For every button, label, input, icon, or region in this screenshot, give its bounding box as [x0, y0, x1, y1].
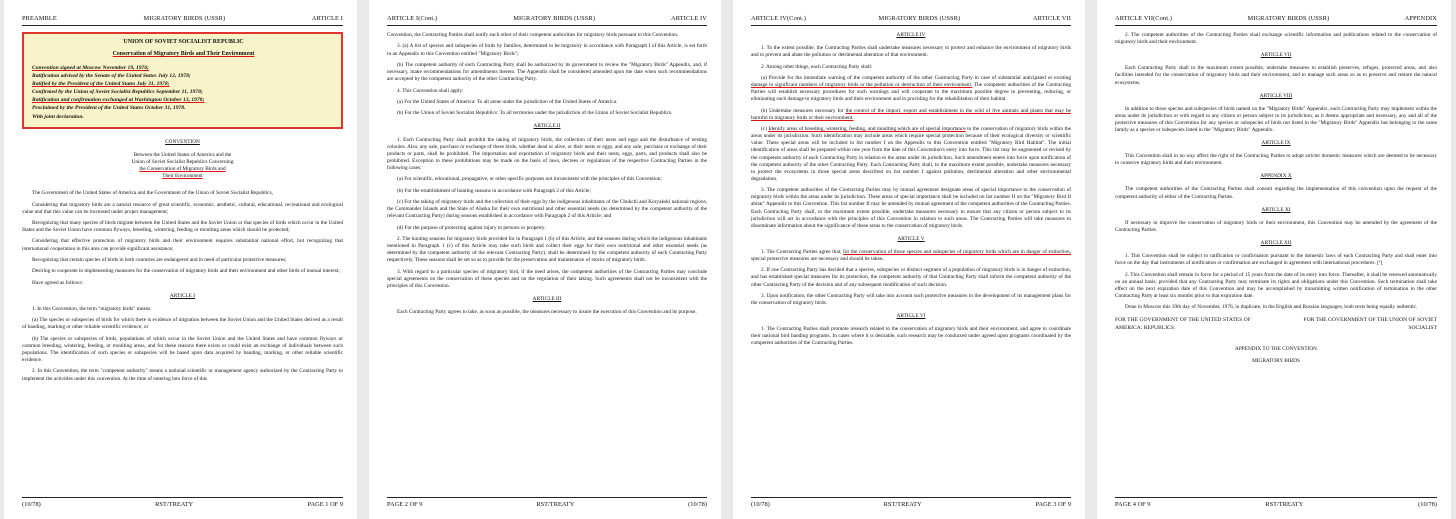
document-page-4	[1097, 0, 1451, 519]
paragraph: (b) For the establishment of hunting seasons in accordance with Paragraph 2 of this Article;	[397, 187, 591, 194]
paragraph: 3. With regard to a particular species of migratory bird, if the need arises, the competent authorities of the Contracting Parties may conclude special agreements on the conservation of these species and on the regulation of their taking. Such agreements shall not be inconsistent with the principles of this Convention.	[387, 268, 707, 289]
box-line: Convention signed at Moscow November 19, 1976;	[32, 64, 150, 71]
article-heading: ARTICLE VII	[1260, 52, 1292, 59]
article-heading: ARTICLE XII	[1260, 239, 1292, 246]
signature-ussr: FOR THE GOVERNMENT OF THE UNION OF SOVIET SOCIALIST	[1303, 317, 1437, 331]
header-left: ARTICLE I(Cont.)	[387, 15, 438, 22]
paragraph: (d) For the purpose of protecting against injury to persons or property.	[397, 224, 546, 231]
paragraph: (a) The species or subspecies of birds for which there is evidence of migration between the Soviet Union and the United States derived as a result of banding, marking or other reliable scientific evidence; or	[22, 317, 343, 331]
article-heading: ARTICLE I	[169, 292, 196, 299]
paragraph: Recognizing that many species of birds migrate between the United States and the Soviet Union or that species of birds which occur in the United States and the Soviet Union have common flyways, breeding, wintering, feeding or moulting areas which should be protected;	[22, 219, 343, 234]
paragraph: 2. The competent authorities of the Contracting Parties shall exchange scientific information and publications related to the conservation of migratory birds and their environment.	[1115, 32, 1437, 46]
document-page-1	[4, 0, 357, 519]
paragraph: 3. Upon notification, the other Contracting Party will take into account such protective measures in the development of its management plans for the conservation of migratory birds.	[751, 292, 1071, 307]
highlighted-treaty-box	[22, 32, 343, 129]
page-header	[22, 15, 343, 26]
box-line: With joint declaration.	[32, 113, 84, 120]
page-footer	[22, 497, 343, 510]
footer-right: (10/78)	[688, 501, 707, 509]
appendix-title: APPENDIX TO THE CONVENTION	[1235, 346, 1317, 353]
convention-subtitle: Union of Soviet Socialist Republics Concerning	[131, 158, 234, 165]
header-left: PREAMBLE	[22, 15, 57, 22]
paragraph: The Government of the United States of America and the Government of the Union of Soviet Socialist Republics,	[32, 190, 273, 197]
box-line: Ratification advised by the Senate of the United States July 12, 1978;	[32, 72, 191, 79]
page-header	[1115, 15, 1437, 26]
header-title: MIGRATORY BIRDS (USSR)	[143, 15, 226, 22]
box-line: Confirmed by the Union of Soviet Socialist Republics September 11, 1978;	[32, 89, 203, 96]
convention-heading: CONVENTION	[165, 138, 200, 145]
paragraph: 1. This Convention shall be subject to ratification or confirmation pursuant to the domestic laws of each Contracting Party and shall enter into force on the day that instruments of notification or confirmation are exchanged in agreement with international procedures. [¹]	[1115, 253, 1437, 267]
page-number: PAGE 2 OF 9	[387, 501, 423, 509]
paragraph: Recognizing that certain species of birds in both countries are endangered and in need of particular protective measures;	[32, 256, 287, 263]
paragraph: 1. In this Convention, the term "migratory birds" means:	[32, 305, 152, 312]
header-right: APPENDIX	[1404, 15, 1437, 22]
paragraph: If necessary to improve the conservation of migratory birds or their environment, this Convention may be amended by the agreement of the Contracting Parties.	[1115, 219, 1437, 233]
paragraph: This Convention shall in no way affect the right of the Contracting Parties to adopt stricter domestic measures which are deemed to be necessary to conserve migratory birds and their environment.	[1115, 153, 1437, 167]
paragraph: (b) Undertake measures necessary for the control of the import, export and establishment in the wild of live animals and plants that may be harmful to migratory birds or their environment.	[751, 107, 1071, 121]
paragraph: In addition to those species and subspecies of birds named on the "Migratory Birds" Appendix, each Contracting Party may implement within the areas under its jurisdiction or with regard to any citizen or person subject to its jurisdiction, as it deems appropriate and necessary, any and all of the protective measures of this Convention for any species or subspecies of birds not listed in the "Migratory Birds" Appendix but belonging to the same family as a species or subspecies listed in the "Migratory Birds" Appendix.	[1115, 105, 1437, 134]
article-heading: APPENDIX X	[1260, 173, 1292, 180]
appendix-subtitle: MIGRATORY BIRDS	[1252, 357, 1300, 364]
paragraph: 3. (a) A list of species and subspecies of birds by families, determined to be migratory in accordance with Paragraph I of this Article, is set forth in an Appendix to this Convention entitled "Migratory Birds";	[387, 43, 707, 57]
article-heading: ARTICLE XI	[1261, 206, 1291, 213]
paragraph: Done in Moscow this 19th day of November, 1976, in duplicate, in the English and Russian languages, both texts being equally authentic.	[1125, 304, 1418, 311]
footer-mid: RST/TREATY	[155, 501, 194, 509]
paragraph: 2. This Convention shall remain in force for a period of 15 years from the date of its entry into force. Thereafter, it shall be renewed automatically on an annual basis, provided that any Contracting Party may terminate its rights and obligations under this Convention. Such termination shall take effect on the next expiration date of this Convention and may be accomplished by transmitting written notification of termination to the other Contracting Party at least six months prior to that expiration date.	[1115, 271, 1437, 299]
highlighted-text: damage to significant numbers of migratory birds or the pollution or destruction of their environment.	[751, 82, 973, 89]
paragraph: Considering that migratory birds are a natural resource of great scientific, economic, aesthetic, cultural, educational, recreational and ecological value and that this value can be increased under proper management;	[22, 201, 343, 215]
page-footer	[751, 497, 1071, 510]
paragraph: 2. In this Convention, the term "competent authority" means a national scientific or management agency authorized by the Contracting Party to implement the activities under this convention. At the time of entering into force of this	[22, 368, 343, 382]
page-number: PAGE 3 OF 9	[1035, 501, 1071, 509]
paragraph: (a) For the United States of America: To all areas under the jurisdiction of the United States of America.	[397, 98, 618, 105]
paragraph: Considering that effective protection of migratory birds and their environment requires substantial national effort, but recognizing that international cooperation in this area can provide significant assistance;	[22, 238, 343, 252]
article-heading: ARTICLE V	[897, 235, 925, 242]
box-line: Ratification and confirmation exchanged at Washington October 13, 1978;	[32, 97, 205, 104]
paragraph: (c) For the taking of migratory birds and the collection of their eggs by the indigenous inhabitants of the Chukchi and Koryakski national regions, the Commander Islands and the State of Alaska for their own nutritional and other essential needs (as determined by the competent authority of the relevant Contracting Party) during seasons established in accordance with Paragraph 2 of this Article; and	[387, 199, 707, 220]
article-heading: ARTICLE IX	[1261, 140, 1291, 147]
paragraph: (a) Provide for the immediate warning of the competent authority of the other Contracting Party in case of substantial anticipated or existing damage to significant numbers of migratory birds or the pollution or destruction of their environment. The competent authorities of the Contracting Parties will establish necessary procedures for such warnings and will cooperate to the maximum possible degree in preventing, reducing, or eliminating such damage to migratory birds and their environment and in providing for the rehabilitation of their habitat.	[751, 75, 1071, 103]
article-heading: ARTICLE II	[533, 123, 561, 130]
paragraph: 3. The competent authorities of the Contracting Parties may by mutual agreement designate areas of special importance to the conservation of migratory birds within the areas under its jurisdiction. These areas of special importance shall be included on list number II on the "Migratory Bird II abitat" Appendix to this Convention. This list number II may be amended by mutual agreement of the competent authorities of the Contracting Parties. Each Contracting Party shall, to the maximum extent possible, undertake measures necessary to ensure that any citizen or person subject to its jurisdiction will act in accordance with the principles of this Convention in relation to such areas. The Contracting Parties will take measures to disseminate information about the significance of these areas to the conservation of migratory birds.	[751, 187, 1071, 229]
article-heading: ARTICLE VIII	[1259, 92, 1293, 99]
paragraph: 1. Each Contracting Party shall prohibit the taking of migratory birds, the collection of their nests and eggs and the disturbance of nesting colonies. Also, any sale, purchase or exchange of these birds, whether dead or alive, or their nests or eggs, and any sale, purchase or exchange of their products or parts, shall be prohibited. The importation and exportation of migratory birds and their nests, eggs, parts, and products shall also be prohibited. Exception to these prohibitions may be made on the basis of laws, decrees or regulations of the respective Contracting Parties in the following cases:	[387, 136, 707, 171]
paragraph: (b) For the Union of Soviet Socialist Republics: To all territories under the jurisdiction of the Union of Soviet Socialist Republics.	[397, 110, 673, 117]
paragraph: Each Contracting Party shall to the maximum extent possible, undertake measures to establish preserves, refuges, protected areas, and also facilities intended for the conservation of migratory birds and their environment, and to manage such areas so as to preserve and restore the natural ecosystems.	[1115, 65, 1437, 86]
footer-mid: RST/TREATY	[536, 501, 575, 509]
paragraph: Convention, the Contracting Parties shall notify each other of their competent authorities for migratory birds pursuant to this Convention.	[387, 32, 679, 39]
convention-subtitle: the Conservation of Migratory Birds and	[139, 165, 226, 172]
header-right: ARTICLE IV	[671, 15, 707, 22]
footer-right: (10/78)	[1418, 501, 1437, 509]
box-line: Proclaimed by the President of the United States October 31, 1978.	[32, 105, 186, 112]
footer-mid: RST/TREATY	[1265, 501, 1304, 509]
header-right: ARTICLE VII	[1032, 15, 1071, 22]
signature-us: FOR THE GOVERNMENT OF THE UNITED STATES OF AMERICA: REPUBLICS:	[1115, 317, 1251, 331]
document-page-3	[733, 0, 1085, 519]
paragraph: 4. This Convention shall apply:	[397, 87, 464, 94]
header-right: ARTICLE I	[311, 15, 343, 22]
signature-block	[1115, 317, 1437, 332]
box-title: UNION OF SOVIET SOCIALIST REPUBLIC	[123, 39, 244, 46]
paragraph: The competent authorities of the Contracting Parties shall consult regarding the implementation of this convention upon the request of the competent authority of either of the Contracting Parties.	[1115, 186, 1437, 200]
paragraph: (a) For scientific, educational, propagative, or other specific purposes not inconsistent with the principles of this Convention;	[397, 176, 662, 183]
header-left: ARTICLE VII(Cont.)	[1115, 15, 1173, 22]
paragraph: 2. The hunting seasons for migratory birds provided for in Paragraph 1 (b) of this Article, and the seasons during which the indigenous inhabitants mentioned in Paragraph 1 (c) of this Article may take such birds and collect their eggs for their own nutritional and other essential needs (as determined by the competent authority of the relevant Contracting Party), shall be determined by the competent authority of each Contracting Party respectively. These seasons shall be set so as to provide for the preservation and maintenance of stocks of migratory birds.	[387, 236, 707, 264]
box-line: Ratified by the President of the United States July 31, 1978;	[32, 81, 170, 88]
footer-left: (10/78)	[751, 501, 770, 509]
header-title: MIGRATORY BIRDS (USSR)	[513, 15, 595, 22]
footer-mid: RST/TREATY	[883, 501, 922, 509]
paragraph: (b) The competent authority of each Contracting Party shall be authorized by its government to review the "Migratory Birds" Appendix, and, if necessary, make recommendations for amendments thereto. The Appendix shall be considered amended upon the date when such recommendations are accepted by the competent authority of the other Contracting Party.	[387, 61, 707, 83]
highlighted-text: Identify areas of breeding, wintering, feeding, and moulting which are of special importance	[768, 126, 966, 133]
page-number: PAGE 4 OF 9	[1115, 501, 1151, 509]
paragraph: 2. Among other things, each Contracting Party shall:	[761, 63, 873, 70]
paragraph: Each Contracting Party agrees to take, as soon as possible, the measures necessary to insure the execution of this Convention and its purpose.	[397, 309, 697, 316]
article-heading: ARTICLE III	[532, 295, 562, 302]
paragraph: 1. The Contracting Parties shall promote research related to the conservation of migratory birds and their environment, and agree to coordinate their national bird banding programs. In cases where it is desirable, such research may be conducted under agreed upon programs coordinated by the competent authorities of the Contracting Parties.	[751, 326, 1071, 347]
article-heading: ARTICLE VI	[896, 313, 926, 320]
page-number: PAGE 1 OF 9	[307, 501, 343, 509]
header-title: MIGRATORY BIRDS (USSR)	[878, 15, 961, 22]
header-title: MIGRATORY BIRDS (USSR)	[1247, 15, 1330, 22]
convention-subtitle: Their Environment	[162, 173, 203, 180]
page-footer	[387, 497, 707, 510]
paragraph: Desiring to cooperate in implementing measures for the conservation of migratory birds and their environment and other birds of mutual interest;	[32, 268, 340, 275]
paragraph: (b) The species or subspecies of birds, populations of which occur in the Soviet Union and the United States and have common flyways or common breeding, wintering, feeding, or moulting areas, and for these reasons there exists or could exist an exchange of individuals between such populations. The identification of such species or subspecies will be based upon data acquired by banding, marking, or other reliable scientific evidence.	[22, 335, 343, 364]
highlighted-text: the control of the import, export and establishment in the wild of live animals and plants that may be harmful to migratory birds or their environment.	[751, 107, 1071, 121]
highlighted-text: for the conservation of those species and subspecies of migratory birds which are in danger of extinction,	[843, 248, 1071, 255]
paragraph: Have agreed as follows:	[32, 279, 84, 286]
header-left: ARTICLE IV(Cont.)	[751, 15, 806, 22]
box-subtitle: Conservation of Migratory Birds and Their Environment	[112, 51, 255, 58]
page-footer	[1115, 497, 1437, 510]
footer-left: (10/78)	[22, 501, 41, 509]
paragraph: (c) Identify areas of breeding, wintering, feeding, and moulting which are of special importance to the conservation of migratory birds within the areas under its jurisdiction. Such identification may include areas which require special protection because of their ecological diversity or scientific value. These special areas will be included in list number I on the Appendix to this Convention entitled "Migratory Bird Habitat". The initial identification of areas shall be prepared within one year from the date of this Convention's entry into force. This list may be augmented or revised by the competent authority of each Contracting Party in relation to the areas under its jurisdiction. Such amendment enters into force upon notification of the competent authority of the other Contracting Party. Each Contracting Party shall, to the maximum extent possible, undertake measures necessary to protect the ecosystems in those special areas described on list number I against pollution, detrimental alteration and other environmental degradation.	[751, 126, 1071, 182]
document-page-2	[369, 0, 721, 519]
convention-subtitle: Between the United States of America and the	[133, 151, 232, 158]
paragraph: 2. If one Contracting Party has decided that a species, subspecies or distinct segment of a population of migratory birds is in danger of extinction, and has established special measures for its protection, the competent authority of that Contracting Party shall inform the competent authority of the other Contracting Party of the decision and of any subsequent modification of such decision.	[751, 267, 1071, 288]
page-header	[387, 15, 707, 26]
page-header	[751, 15, 1071, 26]
paragraph: 1. The Contracting Parties agree that, for the conservation of those species and subspecies of migratory birds which are in danger of extinction, special protective measures are necessary and should be taken.	[751, 248, 1071, 262]
article-heading: ARTICLE IV	[896, 32, 926, 39]
paragraph: 1. To the extent possible, the Contracting Parties shall undertake measures necessary to protect and enhance the environment of migratory birds and to prevent and abate the pollution or detrimental alteration of that environment.	[751, 45, 1071, 59]
